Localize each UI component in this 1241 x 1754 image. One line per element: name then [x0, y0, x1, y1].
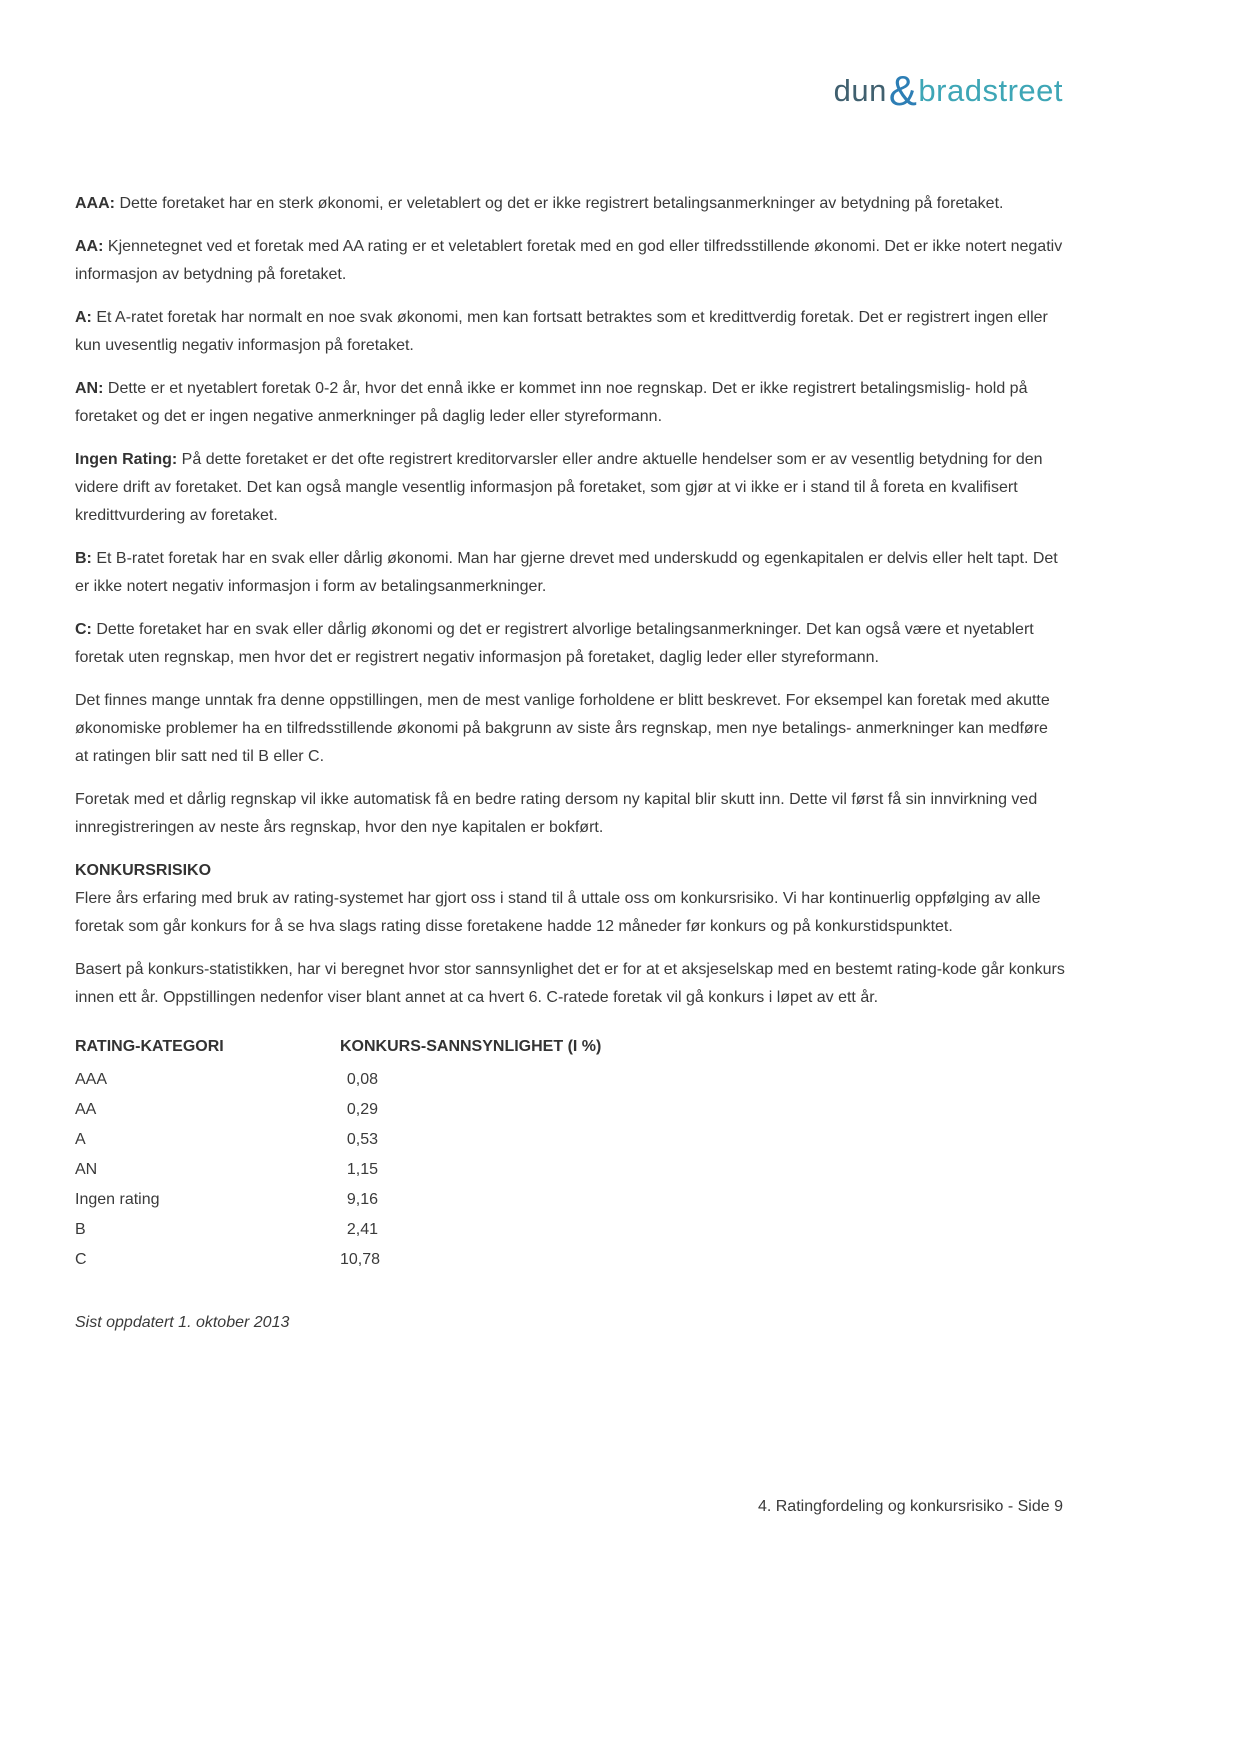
rating-category: AA — [75, 1101, 97, 1118]
paragraph-ingen-rating — [75, 446, 1065, 530]
rating-text-aaa: Dette foretaket har en sterk økonomi, er veletablert og det er ikke registrert betalingsanmerkninger av betydning på foretaket. — [119, 195, 1004, 212]
rating-probability: 10,78 — [340, 1251, 381, 1268]
rating-category: B — [75, 1221, 86, 1238]
rating-probability: 0,08 — [346, 1071, 378, 1088]
logo-text-dun: dun — [833, 73, 887, 108]
paragraph-an — [75, 375, 1065, 431]
rating-category: AAA — [75, 1071, 108, 1088]
logo-text-bradstreet: bradstreet — [918, 73, 1063, 108]
rating-probability: 0,29 — [346, 1101, 378, 1118]
paragraph-a — [75, 304, 1065, 360]
table-row-aa — [75, 1095, 1065, 1125]
paragraph-capital-note: Foretak med et dårlig regnskap vil ikke automatisk få en bedre rating dersom ny kapital blir skutt inn. Dette vil først få sin innvirkning ved innregistreringen av neste års regnskap, hvor den nye kapitalen er bokført. — [75, 791, 1038, 836]
rating-text-a: Et A-ratet foretak har normalt en noe svak økonomi, men kan fortsatt betraktes som et kredittverdig foretak. Det er registrert ingen eller kun uvesentlig negativ informasjon på foretaket. — [75, 309, 1048, 354]
table-header-konkurs-probability: KONKURS-SANNSYNLIGHET (I %) — [340, 1038, 602, 1055]
paragraph-konkursrisiko-1: Flere års erfaring med bruk av rating-systemet har gjort oss i stand til å uttale oss om konkursrisiko. Vi har kontinuerlig oppfølging av alle foretak som går konkurs for å se hva slags rating disse foretakene hadde 12 måneder før konkurs og på konkurstidspunktet. — [75, 890, 1041, 935]
last-updated-note: Sist oppdatert 1. oktober 2013 — [75, 1314, 290, 1331]
paragraph-b — [75, 545, 1065, 601]
rating-category: AN — [75, 1161, 98, 1178]
table-row-c — [75, 1245, 1065, 1275]
rating-label-ingen-rating: Ingen Rating: — [75, 451, 178, 468]
rating-probability: 0,53 — [346, 1131, 378, 1148]
table-row-an — [75, 1155, 1065, 1185]
section-heading-konkursrisiko: KONKURSRISIKO — [75, 862, 212, 879]
rating-label-aaa: AAA: — [75, 195, 115, 212]
rating-text-an: Dette er et nyetablert foretak 0-2 år, hvor det ennå ikke er kommet inn noe regnskap. Det er ikke registrert betalingsmislig- hold på foretaket og det er ingen negative anmerkninger på daglig leder eller styreformann. — [75, 380, 1028, 425]
rating-probability: 9,16 — [346, 1191, 378, 1208]
rating-probability: 1,15 — [346, 1161, 378, 1178]
rating-label-c: C: — [75, 621, 92, 638]
table-row-ingen-rating — [75, 1185, 1065, 1215]
paragraph-c — [75, 616, 1065, 672]
table-header-row — [75, 1032, 1065, 1062]
rating-label-b: B: — [75, 550, 92, 567]
paragraph-konkursrisiko-2: Basert på konkurs-statistikken, har vi beregnet hvor stor sannsynlighet det er for at et aksjeselskap med en bestemt rating-kode går konkurs innen ett år. Oppstillingen nedenfor viser blant annet at ca hvert 6. C-ratede foretak vil gå konkurs i løpet av ett år. — [75, 961, 1065, 1006]
table-row-aaa — [75, 1065, 1065, 1095]
rating-probability: 2,41 — [346, 1221, 378, 1238]
paragraph-exceptions: Det finnes mange unntak fra denne oppstillingen, men de mest vanlige forholdene er blitt beskrevet. For eksempel kan foretak med akutte økonomiske problemer ha en tilfredsstillende økonomi på bakgrunn av siste års regnskap, men nye betalings- anmerkninger kan medføre at ratingen blir satt ned til B eller C. — [75, 692, 1050, 765]
table-header-rating-category: RATING-KATEGORI — [75, 1038, 224, 1055]
rating-label-aa: AA: — [75, 238, 104, 255]
rating-category: C — [75, 1251, 87, 1268]
rating-category: A — [75, 1131, 86, 1148]
dun-bradstreet-logo — [833, 66, 1063, 114]
logo-ampersand-icon: & — [888, 67, 918, 114]
table-row-a — [75, 1125, 1065, 1155]
rating-label-a: A: — [75, 309, 92, 326]
paragraph-aaa — [75, 190, 1065, 218]
page-footer: 4. Ratingfordeling og konkursrisiko - Side 9 — [757, 1498, 1063, 1515]
rating-probability-table — [75, 1032, 1065, 1275]
rating-text-ingen-rating: På dette foretaket er det ofte registrert kreditorvarsler eller andre aktuelle hendelser som er av vesentlig betydning for den videre drift av foretaket. Det kan også mangle vesentlig informasjon på foretaket, som gjør at vi ikke er i stand til å foreta en kvalifisert kredittvurdering av foretaket. — [75, 451, 1043, 524]
table-row-b — [75, 1215, 1065, 1245]
rating-text-c: Dette foretaket har en svak eller dårlig økonomi og det er registrert alvorlige betalingsanmerkninger. Det kan også være et nyetablert foretak uten regnskap, men hvor det er registrert negativ informasjon på foretaket, daglig leder eller styreformann. — [75, 621, 1034, 666]
document-content — [75, 190, 1065, 1337]
paragraph-aa — [75, 233, 1065, 289]
rating-category: Ingen rating — [75, 1191, 160, 1208]
rating-label-an: AN: — [75, 380, 104, 397]
rating-text-aa: Kjennetegnet ved et foretak med AA rating er et veletablert foretak med en god eller tilfredsstillende økonomi. Det er ikke notert negativ informasjon av betydning på foretaket. — [75, 238, 1063, 283]
rating-text-b: Et B-ratet foretak har en svak eller dårlig økonomi. Man har gjerne drevet med underskudd og egenkapitalen er delvis eller helt tapt. Det er ikke notert negativ informasjon i form av betalingsanmerkninger. — [75, 550, 1058, 595]
